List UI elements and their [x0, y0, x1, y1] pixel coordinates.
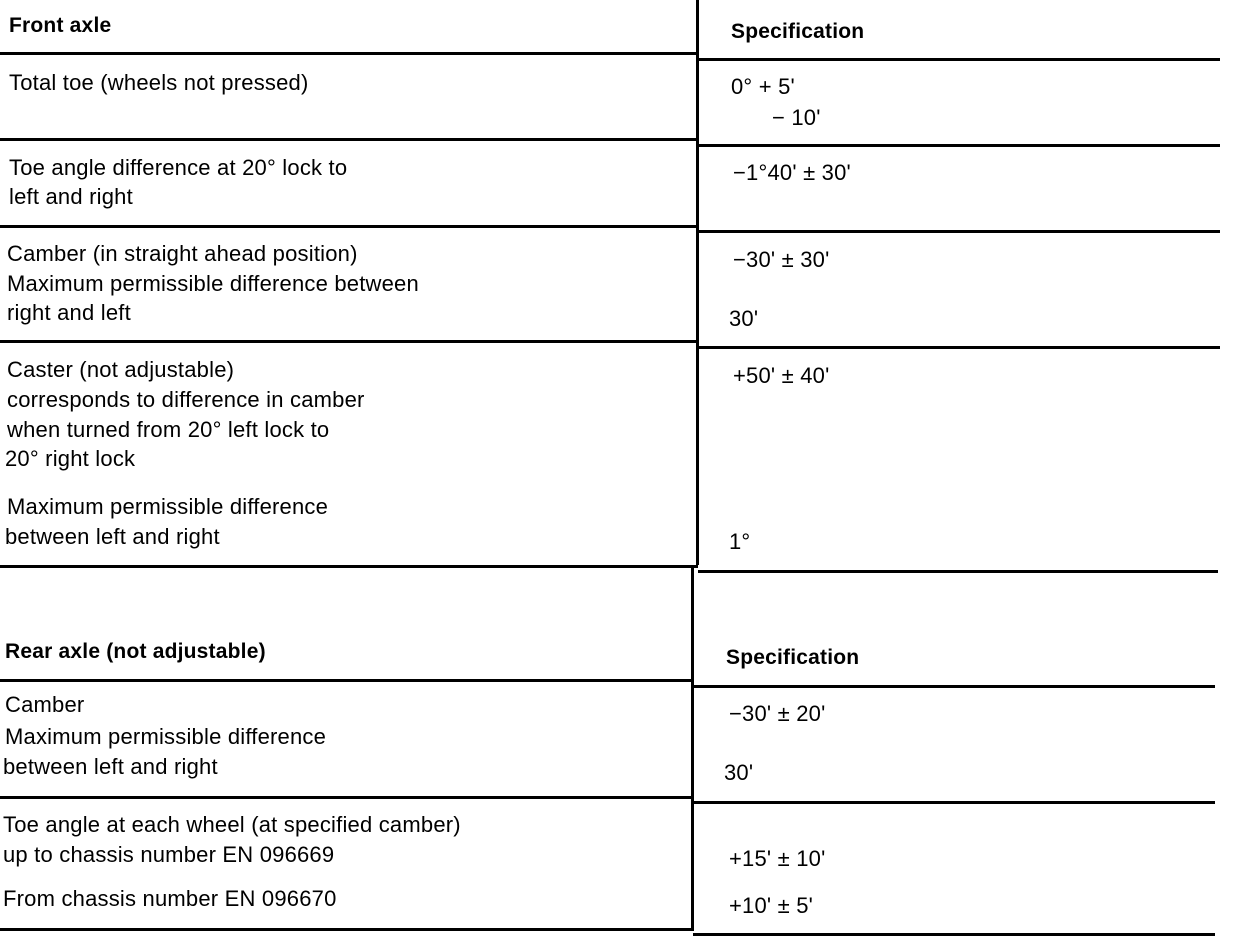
header-rule-left — [0, 52, 698, 55]
row-rule-left — [0, 796, 693, 799]
row-desc-line: left and right — [9, 184, 133, 209]
row-rule-right — [693, 801, 1215, 804]
row-desc-line: between left and right — [3, 754, 218, 779]
row-spec-value: −30' ± 20' — [729, 701, 826, 726]
row-desc-line: Camber (in straight ahead position) — [7, 241, 358, 266]
row-desc-line: when turned from 20° left lock to — [7, 417, 330, 442]
rear-axle-header: Rear axle (not adjustable) — [5, 640, 266, 663]
row-desc-line: Toe angle at each wheel (at specified camber) — [3, 812, 461, 837]
row-spec-max-diff: 30' — [724, 760, 754, 785]
rear-spec-header: Specification — [726, 646, 860, 669]
header-rule-left — [0, 679, 693, 682]
row-desc-line: Maximum permissible difference — [5, 724, 327, 749]
row-spec-value: 0° + 5' — [731, 74, 795, 99]
row-desc-line: Total toe (wheels not pressed) — [9, 70, 309, 95]
row-desc-line: between left and right — [5, 524, 220, 549]
row-rule-left — [0, 565, 698, 568]
row-spec-tolerance: − 10' — [772, 105, 821, 130]
row-desc-line: corresponds to difference in camber — [7, 387, 365, 412]
row-spec-max-diff: 30' — [729, 306, 759, 331]
row-rule-right — [698, 346, 1220, 349]
header-rule-right — [693, 685, 1215, 688]
row-spec-value: −1°40' ± 30' — [733, 160, 851, 185]
column-divider-front — [696, 0, 699, 565]
row-desc-line: 20° right lock — [5, 446, 136, 471]
row-rule-right — [698, 144, 1220, 147]
row-desc-line: Caster (not adjustable) — [7, 357, 235, 382]
row-rule-left — [0, 340, 698, 343]
row-rule-right — [698, 570, 1218, 573]
front-axle-header: Front axle — [9, 14, 112, 37]
row-desc-line: From chassis number EN 096670 — [3, 886, 337, 911]
row-rule-left — [0, 928, 693, 931]
row-spec-value: +10' ± 5' — [729, 893, 814, 918]
row-spec-value: +15' ± 10' — [729, 846, 826, 871]
row-desc-line: Toe angle difference at 20° lock to — [9, 155, 348, 180]
row-desc-line: up to chassis number EN 096669 — [3, 842, 335, 867]
row-desc-line: Camber — [5, 692, 85, 717]
row-rule-left — [0, 138, 698, 141]
column-divider-rear — [691, 565, 694, 931]
row-spec-value: +50' ± 40' — [733, 363, 830, 388]
row-desc-line: right and left — [7, 300, 131, 325]
row-desc-line: Maximum permissible difference between — [7, 271, 419, 296]
row-rule-right — [693, 933, 1215, 936]
row-spec-max-diff: 1° — [729, 529, 751, 554]
row-rule-left — [0, 225, 698, 228]
row-rule-right — [698, 230, 1220, 233]
row-spec-value: −30' ± 30' — [733, 247, 830, 272]
front-spec-header: Specification — [731, 20, 865, 43]
header-rule-right — [698, 58, 1220, 61]
row-desc-line: Maximum permissible difference — [7, 494, 329, 519]
